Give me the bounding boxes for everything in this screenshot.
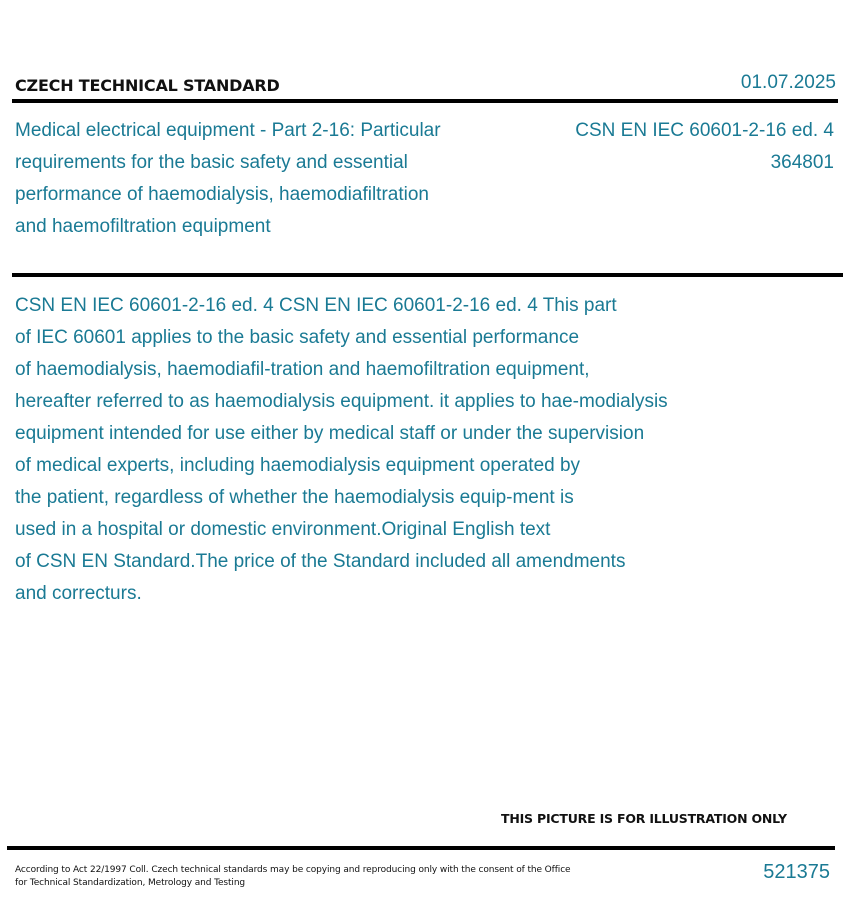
standard-title xyxy=(15,115,515,243)
legal-line: According to Act 22/1997 Coll. Czech technical standards may be copying and reproducing only with the consent of the Office xyxy=(15,865,571,875)
standard-identification xyxy=(575,115,834,179)
abstract-line: equipment intended for use either by medical staff or under the supervision xyxy=(15,423,645,444)
abstract-line: of haemodialysis, haemodiafil-tration and haemofiltration equipment, xyxy=(15,359,590,380)
legal-line: for Technical Standardization, Metrology and Testing xyxy=(15,878,246,888)
abstract-text xyxy=(15,290,775,610)
title-line: performance of haemodialysis, haemodiafiltration xyxy=(15,184,429,205)
title-line: requirements for the basic safety and essential xyxy=(15,152,408,173)
footer-divider xyxy=(7,846,835,850)
abstract-line: CSN EN IEC 60601-2-16 ed. 4 CSN EN IEC 60601-2-16 ed. 4 This part xyxy=(15,295,617,316)
abstract-line: of CSN EN Standard.The price of the Standard included all amendments xyxy=(15,551,626,572)
abstract-line: of medical experts, including haemodialysis equipment operated by xyxy=(15,455,581,476)
publication-date: 01.07.2025 xyxy=(740,72,836,93)
abstract-line: used in a hospital or domestic environment.Original English text xyxy=(15,519,551,540)
abstract-line: hereafter referred to as haemodialysis equipment. it applies to hae-modialysis xyxy=(15,391,668,412)
standard-designation: CSN EN IEC 60601-2-16 ed. 4 xyxy=(575,120,834,141)
abstract-line: and correcturs. xyxy=(15,583,142,604)
document-number: 521375 xyxy=(763,861,830,883)
title-line: Medical electrical equipment - Part 2-16: Particular xyxy=(15,120,441,141)
legal-notice xyxy=(15,864,595,890)
abstract-line: the patient, regardless of whether the haemodialysis equip-ment is xyxy=(15,487,574,508)
document-type-label: CZECH TECHNICAL STANDARD xyxy=(15,76,280,95)
illustration-disclaimer: THIS PICTURE IS FOR ILLUSTRATION ONLY xyxy=(501,811,787,826)
abstract-line: of IEC 60601 applies to the basic safety and essential performance xyxy=(15,327,580,348)
title-line: and haemofiltration equipment xyxy=(15,216,271,237)
title-divider xyxy=(12,273,843,277)
classification-code: 364801 xyxy=(770,152,834,173)
header-divider xyxy=(12,99,838,103)
